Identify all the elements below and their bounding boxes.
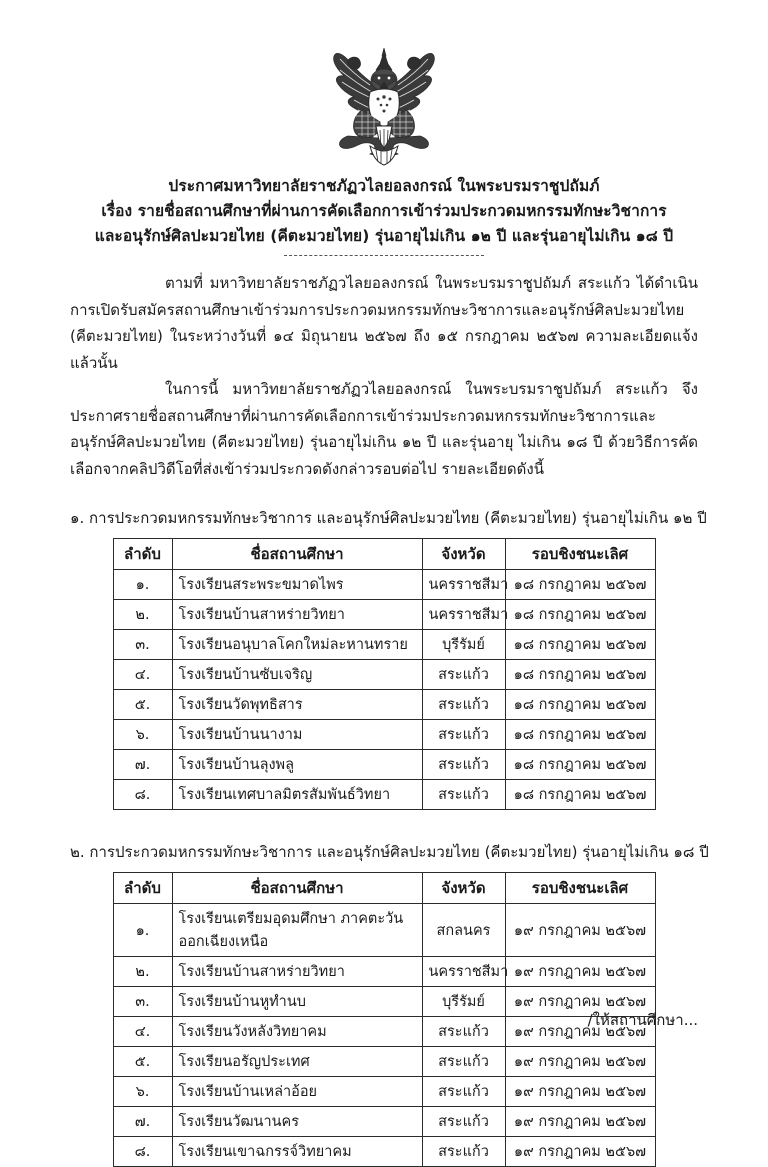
document-title-block: [70, 174, 698, 256]
cell-name: โรงเรียนวัดพุทธิสาร: [172, 690, 422, 720]
section-1-table: [113, 538, 656, 810]
paragraph-1-text: ตามที่ มหาวิทยาลัยราชภัฏวไลยอลงกรณ์ ในพระบรมราชูปถัมภ์ สระแก้ว ได้ดำเนินการเปิดรับสมัครสถานศึกษาเข้าร่วมการประกวดมหกรรมทักษะวิชาการและอนุรักษ์ศิลปะมวยไทย (คีตะมวยไทย) ในระหว่างวันที่ ๑๔ มิถุนายน ๒๕๖๗ ถึง ๑๕ กรกฎาคม ๒๕๖๗ ความละเอียดแจ้งแล้วนั้น: [70, 274, 698, 372]
cell-date: ๑๙ กรกฎาคม ๒๕๖๗: [505, 1137, 655, 1167]
cell-no: ๖.: [113, 1077, 172, 1107]
table-header-row: [113, 539, 655, 570]
cell-prov: สระแก้ว: [422, 1077, 505, 1107]
table-row: [113, 1107, 655, 1137]
column-header-date: รอบชิงชนะเลิศ: [505, 873, 655, 904]
table-row: [113, 987, 655, 1017]
cell-date: ๑๘ กรกฎาคม ๒๕๖๗: [505, 570, 655, 600]
cell-prov: สระแก้ว: [422, 1047, 505, 1077]
cell-date: ๑๙ กรกฎาคม ๒๕๖๗: [505, 904, 655, 957]
column-header-prov: จังหวัด: [422, 539, 505, 570]
cell-date: ๑๘ กรกฎาคม ๒๕๖๗: [505, 630, 655, 660]
cell-date: ๑๘ กรกฎาคม ๒๕๖๗: [505, 750, 655, 780]
paragraph-2-text: ในการนี้ มหาวิทยาลัยราชภัฏวไลยอลงกรณ์ ในพระบรมราชูปถัมภ์ สระแก้ว จึงประกาศรายชื่อสถานศึกษาที่ผ่านการคัดเลือกการเข้าร่วมประกวดมหกรรมทักษะวิชาการและอนุรักษ์ศิลปะมวยไทย (คีตะมวยไทย) รุ่นอายุไม่เกิน ๑๒ ปี และรุ่นอายุ ไม่เกิน ๑๘ ปี ด้วยวิธีการคัดเลือกจากคลิปวิดีโอที่ส่งเข้าร่วมประกวดดังกล่าวรอบต่อไป รายละเอียดดังนี้: [70, 380, 698, 478]
cell-no: ๕.: [113, 690, 172, 720]
cell-no: ๓.: [113, 987, 172, 1017]
cell-no: ๓.: [113, 630, 172, 660]
table-row: [113, 780, 655, 810]
column-header-no: ลำดับ: [113, 539, 172, 570]
table-row: [113, 1137, 655, 1167]
cell-name: โรงเรียนบ้านซับเจริญ: [172, 660, 422, 690]
table-row: [113, 600, 655, 630]
table-row: [113, 1047, 655, 1077]
cell-prov: บุรีรัมย์: [422, 630, 505, 660]
cell-prov: สระแก้ว: [422, 780, 505, 810]
cell-no: ๑.: [113, 570, 172, 600]
cell-no: ๖.: [113, 720, 172, 750]
title-line-3: และอนุรักษ์ศิลปะมวยไทย (คีตะมวยไทย) รุ่นอายุไม่เกิน ๑๒ ปี และรุ่นอายุไม่เกิน ๑๘ ปี: [94, 227, 674, 245]
cell-name: โรงเรียนบ้านสาหร่ายวิทยา: [172, 600, 422, 630]
cell-name: โรงเรียนอรัญประเทศ: [172, 1047, 422, 1077]
table-row: [113, 690, 655, 720]
cell-name: โรงเรียนอนุบาลโคกใหม่ละหานทราย: [172, 630, 422, 660]
cell-name: โรงเรียนบ้านหูทำนบ: [172, 987, 422, 1017]
table-row: [113, 720, 655, 750]
cell-name: โรงเรียนบ้านเหล่าอ้อย: [172, 1077, 422, 1107]
cell-name: โรงเรียนเทศบาลมิตรสัมพันธ์วิทยา: [172, 780, 422, 810]
table-row: [113, 1017, 655, 1047]
table-row: [113, 660, 655, 690]
section-2-table: [113, 872, 656, 1167]
cell-prov: สระแก้ว: [422, 750, 505, 780]
table-row: [113, 630, 655, 660]
cell-no: ๑.: [113, 904, 172, 957]
table-row: [113, 570, 655, 600]
emblem-container: [70, 0, 698, 170]
cell-date: ๑๙ กรกฎาคม ๒๕๖๗: [505, 1077, 655, 1107]
cell-date: ๑๙ กรกฎาคม ๒๕๖๗: [505, 1047, 655, 1077]
cell-prov: บุรีรัมย์: [422, 987, 505, 1017]
cell-name: โรงเรียนเขาฉกรรจ์วิทยาคม: [172, 1137, 422, 1167]
cell-name: โรงเรียนบ้านนางาม: [172, 720, 422, 750]
title-line-2: เรื่อง รายชื่อสถานศึกษาที่ผ่านการคัดเลือกการเข้าร่วมประกวดมหกรรมทักษะวิชาการ: [101, 202, 667, 220]
cell-no: ๘.: [113, 1137, 172, 1167]
document-body: [70, 270, 698, 482]
cell-name: โรงเรียนวัฒนานคร: [172, 1107, 422, 1137]
cell-prov: สระแก้ว: [422, 690, 505, 720]
column-header-name: ชื่อสถานศึกษา: [172, 539, 422, 570]
cell-no: ๗.: [113, 1107, 172, 1137]
cell-date: ๑๘ กรกฎาคม ๒๕๖๗: [505, 660, 655, 690]
cell-no: ๒.: [113, 600, 172, 630]
cell-no: ๕.: [113, 1047, 172, 1077]
column-header-date: รอบชิงชนะเลิศ: [505, 539, 655, 570]
cell-prov: นครราชสีมา: [422, 957, 505, 987]
cell-no: ๗.: [113, 750, 172, 780]
cell-prov: สระแก้ว: [422, 1107, 505, 1137]
cell-name: โรงเรียนสระพระขมาดไพร: [172, 570, 422, 600]
table-row: [113, 957, 655, 987]
cell-prov: นครราชสีมา: [422, 570, 505, 600]
cell-name: โรงเรียนเตรียมอุดมศึกษา ภาคตะวันออกเฉียงเหนือ: [172, 904, 422, 957]
cell-date: ๑๘ กรกฎาคม ๒๕๖๗: [505, 720, 655, 750]
cell-prov: สระแก้ว: [422, 660, 505, 690]
cell-date: ๑๘ กรกฎาคม ๒๕๖๗: [505, 690, 655, 720]
column-header-name: ชื่อสถานศึกษา: [172, 873, 422, 904]
cell-name: โรงเรียนบ้านลุงพลู: [172, 750, 422, 780]
cell-date: ๑๙ กรกฎาคม ๒๕๖๗: [505, 1017, 655, 1047]
cell-no: ๔.: [113, 1017, 172, 1047]
table-row: [113, 904, 655, 957]
cell-name: โรงเรียนวังหลังวิทยาคม: [172, 1017, 422, 1047]
cell-name: โรงเรียนบ้านสาหร่ายวิทยา: [172, 957, 422, 987]
cell-prov: สระแก้ว: [422, 1137, 505, 1167]
section-1-table-wrap: [70, 538, 698, 810]
page-continuation-note: /ให้สถานศึกษา...: [587, 1011, 698, 1029]
cell-prov: สระแก้ว: [422, 1017, 505, 1047]
cell-prov: สกลนคร: [422, 904, 505, 957]
paragraph-1: [70, 270, 698, 376]
table-header-row: [113, 873, 655, 904]
section-2-heading: ๒. การประกวดมหกรรมทักษะวิชาการ และอนุรักษ์ศิลปะมวยไทย (คีตะมวยไทย) รุ่นอายุไม่เกิน ๑๘ ปี: [70, 843, 709, 861]
title-separator: [284, 255, 484, 256]
cell-date: ๑๘ กรกฎาคม ๒๕๖๗: [505, 600, 655, 630]
section-1-heading: ๑. การประกวดมหกรรมทักษะวิชาการ และอนุรักษ์ศิลปะมวยไทย (คีตะมวยไทย) รุ่นอายุไม่เกิน ๑๒ ปี: [70, 509, 707, 527]
cell-date: ๑๙ กรกฎาคม ๒๕๖๗: [505, 957, 655, 987]
title-line-1: ประกาศมหาวิทยาลัยราชภัฏวไลยอลงกรณ์ ในพระบรมราชูปถัมภ์: [168, 177, 600, 195]
cell-date: ๑๙ กรกฎาคม ๒๕๖๗: [505, 987, 655, 1017]
cell-date: ๑๙ กรกฎาคม ๒๕๖๗: [505, 1107, 655, 1137]
column-header-no: ลำดับ: [113, 873, 172, 904]
cell-prov: สระแก้ว: [422, 720, 505, 750]
cell-no: ๒.: [113, 957, 172, 987]
cell-date: ๑๘ กรกฎาคม ๒๕๖๗: [505, 780, 655, 810]
cell-no: ๔.: [113, 660, 172, 690]
table-row: [113, 1077, 655, 1107]
paragraph-2: [70, 376, 698, 482]
cell-prov: นครราชสีมา: [422, 600, 505, 630]
cell-no: ๘.: [113, 780, 172, 810]
column-header-prov: จังหวัด: [422, 873, 505, 904]
table-row: [113, 750, 655, 780]
garuda-emblem: [318, 44, 450, 166]
